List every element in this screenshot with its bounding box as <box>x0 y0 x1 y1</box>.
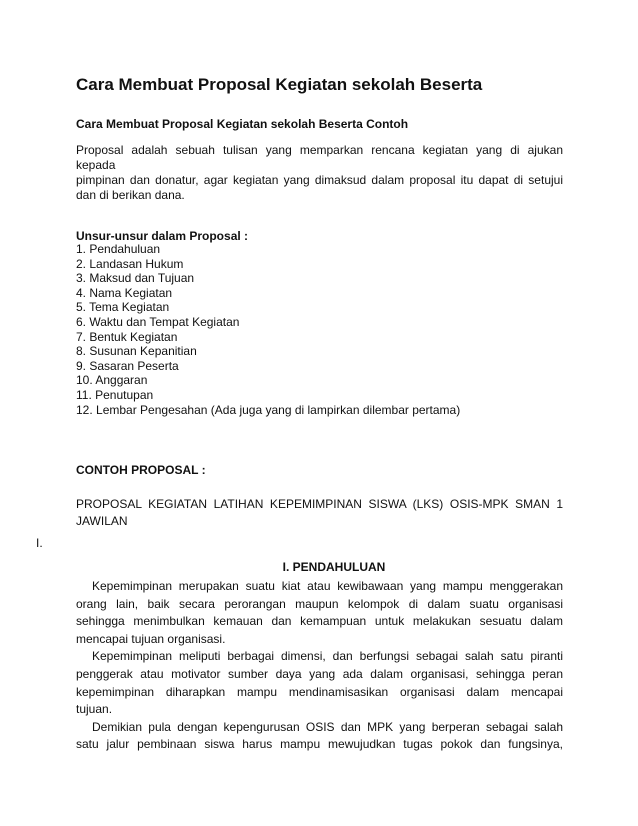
list-item: 1. Pendahuluan <box>76 242 161 256</box>
list-item: 6. Waktu dan Tempat Kegiatan <box>76 314 240 329</box>
intro-line: kepada <box>76 158 116 172</box>
list-item: 7. Bentuk Kegiatan <box>76 329 178 344</box>
pendahuluan-body <box>76 578 563 754</box>
intro-line: Proposal adalah sebuah tulisan yang memparkan rencana kegiatan yang di ajukan <box>76 143 563 157</box>
intro-line: dan di berikan dana. <box>76 188 185 202</box>
intro-line: pimpinan dan donatur, agar kegiatan yang dimaksud dalam proposal itu dapat di setujui <box>76 173 563 187</box>
list-item: 11. Penutupan <box>76 387 154 402</box>
document-title: Cara Membuat Proposal Kegiatan sekolah Beserta <box>76 75 483 94</box>
body-line: penggerak atau motivator sumber daya yang ada dalam organisasi, sehingga peran <box>76 666 563 681</box>
body-line: Kepemimpinan meliputi berbagai dimensi, dan berfungsi sebagai salah satu piranti <box>92 649 563 664</box>
list-item: 5. Tema Kegiatan <box>76 300 170 315</box>
list-item: 3. Maksud dan Tujuan <box>76 271 195 286</box>
body-line: tujuan. <box>76 702 113 717</box>
body-line: kepemimpinan diharapkan mampu mendinamisasikan organisasi dalam mencapai <box>76 684 563 699</box>
list-item: 9. Sasaran Peserta <box>76 358 179 373</box>
margin-mark: I. <box>36 536 43 550</box>
body-line: orang lain, baik secara perorangan maupun kelompok di dalam suatu organisasi <box>76 596 563 611</box>
body-line: sehingga menimbulkan kemauan dan kemampuan untuk melakukan sesuatu dalam <box>76 614 563 629</box>
proposal-title-line: PROPOSAL KEGIATAN LATIHAN KEPEMIMPINAN SISWA (LKS) OSIS-MPK SMAN 1 <box>76 497 563 511</box>
list-item: 12. Lembar Pengesahan (Ada juga yang di lampirkan dilembar pertama) <box>76 402 461 417</box>
contoh-heading: CONTOH PROPOSAL : <box>76 463 206 477</box>
unsur-heading: Unsur-unsur dalam Proposal : <box>76 229 249 243</box>
pendahuluan-heading: I. PENDAHULUAN <box>282 560 386 574</box>
body-line: satu jalur pembinaan siswa harus mampu mewujudkan tugas pokok dan fungsinya, <box>76 737 563 752</box>
intro-paragraph <box>76 143 563 203</box>
list-item: 8. Susunan Kepanitian <box>76 344 197 359</box>
document-subtitle: Cara Membuat Proposal Kegiatan sekolah Beserta Contoh <box>76 117 409 131</box>
proposal-title <box>76 496 563 530</box>
list-item: 10. Anggaran <box>76 373 148 388</box>
unsur-list <box>76 242 460 417</box>
body-line: mencapai tujuan organisasi. <box>76 631 226 646</box>
body-line: Demikian pula dengan kepengurusan OSIS dan MPK yang berperan sebagai salah <box>92 719 563 734</box>
list-item: 2. Landasan Hukum <box>76 256 184 271</box>
proposal-title-line: JAWILAN <box>76 514 128 528</box>
list-item: 4. Nama Kegiatan <box>76 285 173 300</box>
body-line: Kepemimpinan merupakan suatu kiat atau kewibawaan yang mampu menggerakan <box>92 579 563 593</box>
